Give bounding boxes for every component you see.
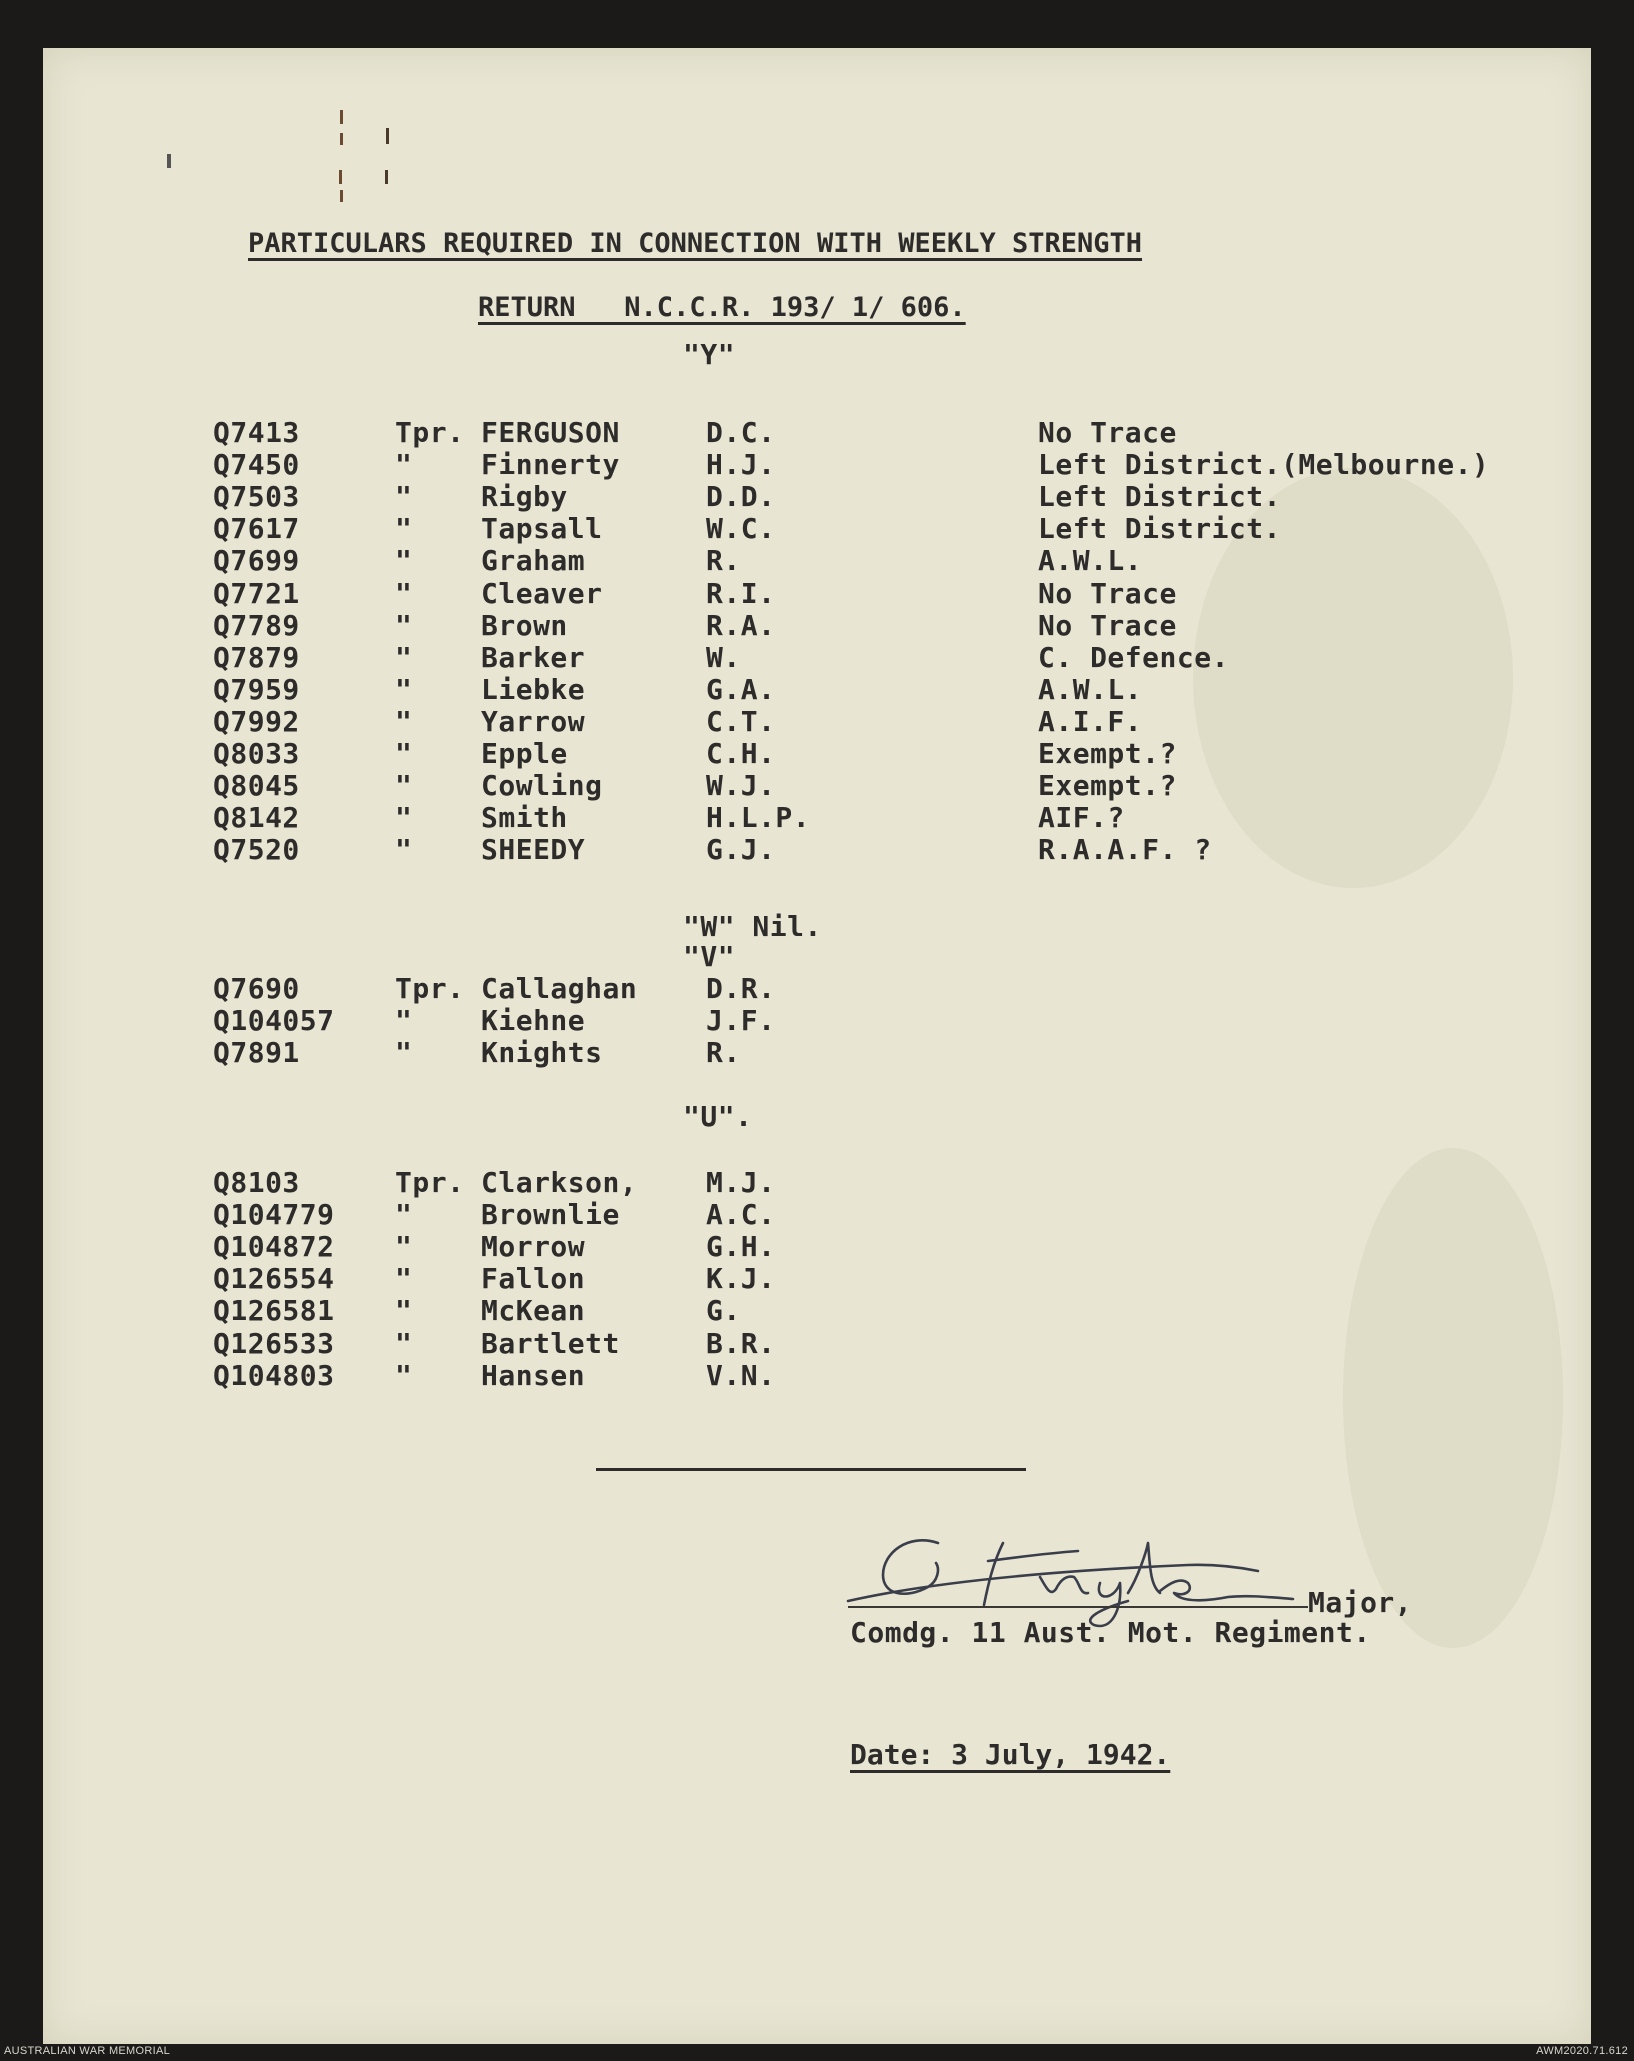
service-number: Q104057 xyxy=(213,1004,335,1038)
surname: Cleaver xyxy=(481,576,603,610)
surname: Brown xyxy=(481,608,568,642)
surname: Graham xyxy=(481,544,586,578)
initials: K.J. xyxy=(706,1262,776,1296)
roster-row xyxy=(43,833,1591,865)
roster-row xyxy=(43,1198,1591,1230)
initials: H.J. xyxy=(706,448,776,482)
service-number: Q104803 xyxy=(213,1358,335,1392)
service-number: Q126533 xyxy=(213,1326,335,1360)
roster-row xyxy=(43,1294,1591,1326)
roster-row xyxy=(43,416,1591,448)
service-number: Q7879 xyxy=(213,640,300,674)
service-number: Q126581 xyxy=(213,1294,335,1328)
rank: " xyxy=(395,801,413,835)
roster-row xyxy=(43,1004,1591,1036)
surname: Yarrow xyxy=(481,704,586,738)
rank: " xyxy=(395,1004,413,1038)
roster-row xyxy=(43,673,1591,705)
service-number: Q7789 xyxy=(213,608,300,642)
rank: Tpr. xyxy=(395,972,465,1005)
initials: R. xyxy=(706,1036,741,1070)
staple-mark xyxy=(340,190,343,202)
staple-mark xyxy=(340,133,343,145)
rank: " xyxy=(395,576,413,610)
remark: AIF.? xyxy=(1038,801,1125,835)
initials: C.T. xyxy=(706,704,776,738)
surname: FERGUSON xyxy=(481,416,620,449)
initials: H.L.P. xyxy=(706,801,811,835)
remark: Left District.(Melbourne.) xyxy=(1038,448,1490,482)
service-number: Q126554 xyxy=(213,1262,335,1296)
signatory-unit: Comdg. 11 Aust. Mot. Regiment. xyxy=(850,1616,1371,1649)
roster-row xyxy=(43,1166,1591,1198)
roster-row xyxy=(43,1262,1591,1294)
remark: Exempt.? xyxy=(1038,769,1177,803)
surname: Morrow xyxy=(481,1230,586,1264)
surname: Kiehne xyxy=(481,1004,586,1038)
roster-row xyxy=(43,972,1591,1004)
service-number: Q8103 xyxy=(213,1166,300,1199)
roster-row xyxy=(43,577,1591,609)
initials: B.R. xyxy=(706,1326,776,1360)
rank: " xyxy=(395,833,413,867)
rank: " xyxy=(395,480,413,514)
surname: Smith xyxy=(481,801,568,835)
roster-row xyxy=(43,480,1591,512)
roster-row xyxy=(43,448,1591,480)
initials: R. xyxy=(706,544,741,578)
remark: A.I.F. xyxy=(1038,704,1143,738)
rank: " xyxy=(395,704,413,738)
section-heading: "W" Nil. xyxy=(683,910,822,943)
initials: G.J. xyxy=(706,833,776,867)
initials: W.J. xyxy=(706,769,776,803)
surname: Callaghan xyxy=(481,972,638,1005)
surname: Tapsall xyxy=(481,512,603,546)
document-title: PARTICULARS REQUIRED IN CONNECTION WITH WEEKLY STRENGTH xyxy=(248,228,1143,259)
surname: Rigby xyxy=(481,480,568,514)
document-subtitle: RETURN N.C.C.R. 193/ 1/ 606. xyxy=(478,292,966,323)
punch-mark xyxy=(167,154,171,168)
signature-image xyxy=(788,1513,1318,1633)
signatory-rank: Major, xyxy=(1308,1586,1413,1619)
rank: " xyxy=(395,512,413,546)
surname: Clarkson, xyxy=(481,1166,638,1199)
remark: Left District. xyxy=(1038,480,1282,514)
service-number: Q7450 xyxy=(213,448,300,482)
rank: " xyxy=(395,448,413,482)
archive-credit: AUSTRALIAN WAR MEMORIAL xyxy=(4,2045,171,2057)
surname: Liebke xyxy=(481,672,586,706)
service-number: Q7992 xyxy=(213,704,300,738)
rank: " xyxy=(395,1358,413,1392)
initials: D.R. xyxy=(706,972,776,1005)
roster-row xyxy=(43,769,1591,801)
initials: C.H. xyxy=(706,737,776,770)
remark: C. Defence. xyxy=(1038,640,1229,674)
surname: Finnerty xyxy=(481,448,620,482)
remark: Left District. xyxy=(1038,512,1282,546)
roster-row xyxy=(43,609,1591,641)
surname: Fallon xyxy=(481,1262,586,1296)
rank: " xyxy=(395,608,413,642)
rank: " xyxy=(395,1294,413,1328)
rank: " xyxy=(395,1036,413,1070)
section-heading: "Y" xyxy=(683,338,736,371)
service-number: Q7721 xyxy=(213,576,300,610)
remark: No Trace xyxy=(1038,608,1177,642)
rank: Tpr. xyxy=(395,1166,465,1199)
rank: " xyxy=(395,1230,413,1264)
staple-mark xyxy=(386,128,389,144)
surname: Epple xyxy=(481,737,568,770)
roster-row xyxy=(43,544,1591,576)
service-number: Q7959 xyxy=(213,672,300,706)
initials: G.H. xyxy=(706,1230,776,1264)
remark: Exempt.? xyxy=(1038,737,1177,770)
document-date: Date: 3 July, 1942. xyxy=(850,1738,1171,1771)
initials: G. xyxy=(706,1294,741,1328)
surname: Brownlie xyxy=(481,1198,620,1232)
document-sheet xyxy=(43,48,1591,2044)
service-number: Q8045 xyxy=(213,769,300,803)
service-number: Q7520 xyxy=(213,833,300,867)
section-heading: "V" xyxy=(683,940,736,973)
initials: D.C. xyxy=(706,416,776,449)
rank: " xyxy=(395,1326,413,1360)
staple-mark xyxy=(340,110,343,124)
rank: " xyxy=(395,769,413,803)
remark: No Trace xyxy=(1038,576,1177,610)
surname: Cowling xyxy=(481,769,603,803)
initials: A.C. xyxy=(706,1198,776,1232)
roster-row xyxy=(43,1359,1591,1391)
service-number: Q7891 xyxy=(213,1036,300,1070)
signature-line xyxy=(848,1606,1308,1608)
roster-row xyxy=(43,1036,1591,1068)
service-number: Q8142 xyxy=(213,801,300,835)
service-number: Q8033 xyxy=(213,737,300,770)
rank: " xyxy=(395,672,413,706)
service-number: Q104779 xyxy=(213,1198,335,1232)
rank: " xyxy=(395,1262,413,1296)
initials: J.F. xyxy=(706,1004,776,1038)
initials: D.D. xyxy=(706,480,776,514)
initials: V.N. xyxy=(706,1358,776,1392)
remark: A.W.L. xyxy=(1038,672,1143,706)
rank: " xyxy=(395,544,413,578)
archive-reference: AWM2020.71.612 xyxy=(1536,2045,1628,2057)
surname: Barker xyxy=(481,640,586,674)
rank: " xyxy=(395,1198,413,1232)
rank: " xyxy=(395,640,413,674)
roster-row xyxy=(43,1327,1591,1359)
roster-row xyxy=(43,737,1591,769)
initials: W.C. xyxy=(706,512,776,546)
staple-mark xyxy=(385,170,388,184)
staple-mark xyxy=(339,170,342,184)
surname: McKean xyxy=(481,1294,586,1328)
surname: SHEEDY xyxy=(481,833,586,867)
roster-row xyxy=(43,641,1591,673)
service-number: Q104872 xyxy=(213,1230,335,1264)
roster-row xyxy=(43,512,1591,544)
remark: No Trace xyxy=(1038,416,1177,449)
service-number: Q7699 xyxy=(213,544,300,578)
rank: Tpr. xyxy=(395,416,465,449)
section-heading: "U". xyxy=(683,1100,753,1133)
roster-row xyxy=(43,801,1591,833)
initials: R.A. xyxy=(706,608,776,642)
surname: Knights xyxy=(481,1036,603,1070)
remark: A.W.L. xyxy=(1038,544,1143,578)
roster-row xyxy=(43,1230,1591,1262)
initials: G.A. xyxy=(706,672,776,706)
service-number: Q7617 xyxy=(213,512,300,546)
initials: M.J. xyxy=(706,1166,776,1199)
remark: R.A.A.F. ? xyxy=(1038,833,1212,867)
service-number: Q7503 xyxy=(213,480,300,514)
roster-row xyxy=(43,705,1591,737)
surname: Hansen xyxy=(481,1358,586,1392)
service-number: Q7690 xyxy=(213,972,300,1005)
rank: " xyxy=(395,737,413,770)
initials: W. xyxy=(706,640,741,674)
service-number: Q7413 xyxy=(213,416,300,449)
surname: Bartlett xyxy=(481,1326,620,1360)
separator-line xyxy=(596,1468,1026,1471)
initials: R.I. xyxy=(706,576,776,610)
